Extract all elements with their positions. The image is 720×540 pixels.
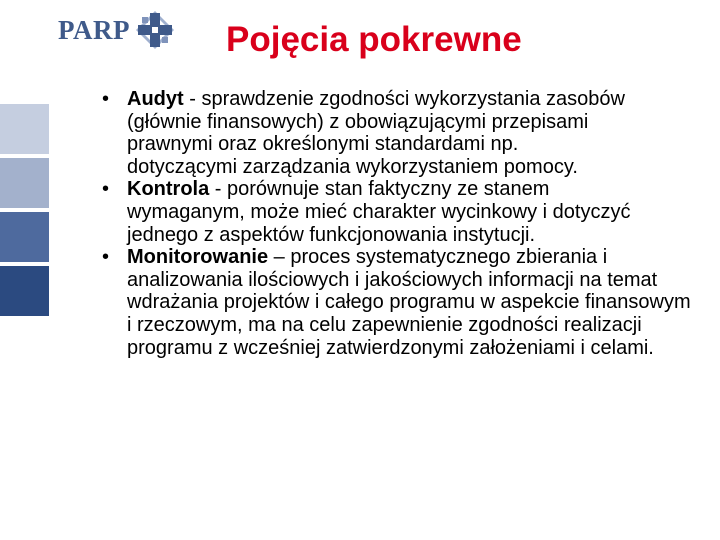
bullet-list xyxy=(100,88,700,359)
bullet-term: Audyt xyxy=(127,88,184,110)
bullet-icon: • xyxy=(102,88,110,110)
decorative-sidebar xyxy=(0,104,49,320)
list-item xyxy=(100,246,700,359)
sidebar-block xyxy=(0,266,49,316)
bullet-icon: • xyxy=(102,178,110,201)
bullet-description: – proces systematycznego zbierania i analizowania ilościowych i jakościowych informacji na temat wdrażania projektów i całego programu w aspekcie finansowym i rzeczowym, ma na celu zapewnienie zgodności realizacji programu z wcześniej zatwierdzonymi założeniami i celami. xyxy=(127,246,691,359)
bullet-text xyxy=(127,246,691,358)
bullet-term: Kontrola xyxy=(127,178,210,201)
slide-content xyxy=(100,88,700,359)
sidebar-block xyxy=(0,158,49,208)
bullet-icon: • xyxy=(102,246,110,269)
bullet-description: - sprawdzenie zgodności wykorzystania zasobów (głównie finansowych) z obowiązującymi przepisami prawnymi oraz określonymi standardami np. dotyczącymi zarządzania wykorzystaniem pomocy. xyxy=(127,88,625,178)
bullet-text xyxy=(127,178,632,246)
list-item xyxy=(100,88,700,178)
slide-title: Pojęcia pokrewne xyxy=(226,20,522,59)
bullet-text xyxy=(127,88,627,178)
logo-mark-icon xyxy=(134,10,176,50)
parp-logo xyxy=(58,10,176,50)
sidebar-block xyxy=(0,104,49,154)
bullet-term: Monitorowanie xyxy=(127,246,269,269)
logo-text: PARP xyxy=(58,14,130,45)
sidebar-block xyxy=(0,212,49,262)
bullet-description: - porównuje stan faktyczny ze stanem wymaganym, może mieć charakter wycinkowy i dotyczyć jednego z aspektów funkcjonowania instytucji. xyxy=(127,178,631,246)
list-item xyxy=(100,178,700,246)
